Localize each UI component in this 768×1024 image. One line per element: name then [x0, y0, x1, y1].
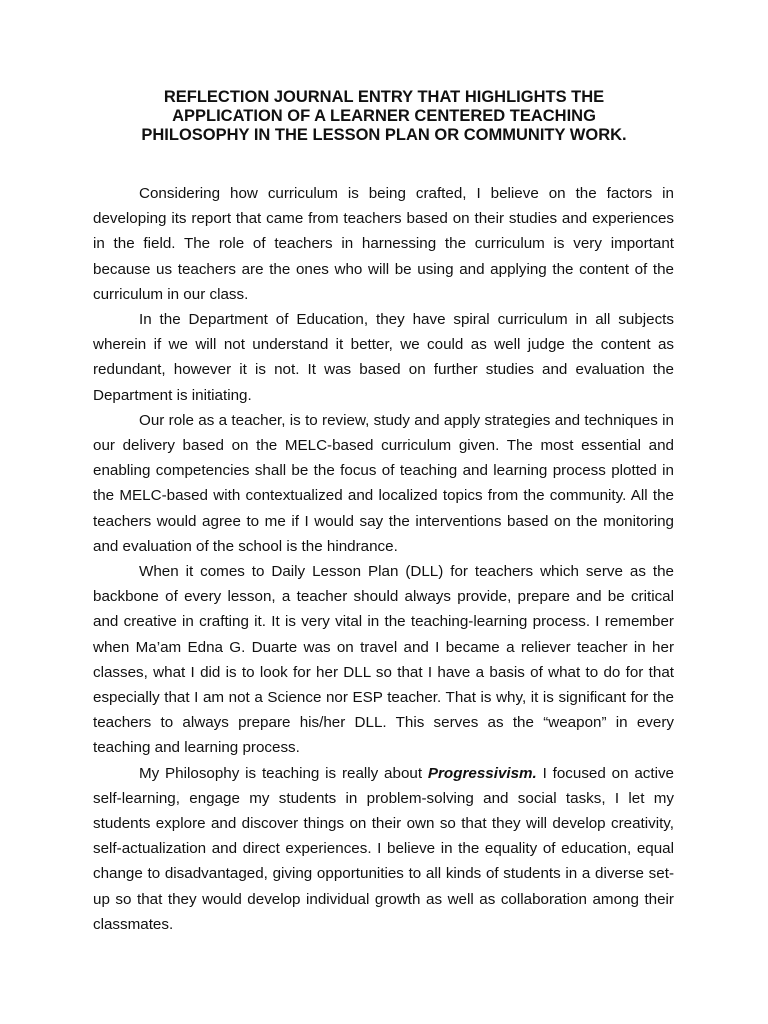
title-line: PHILOSOPHY IN THE LESSON PLAN OR COMMUNITY WORK.	[141, 126, 627, 144]
paragraph-deped: In the Department of Education, they have spiral curriculum in all subjects wherein if we will not understand it better, we could as well judge the content as redundant, however it is not. It was based on further studies and evaluation the Department is initiating.	[93, 311, 674, 404]
philosophy-emphasis: Progressivism.	[427, 764, 537, 782]
document-body	[93, 181, 674, 937]
title-line: APPLICATION OF A LEARNER CENTERED TEACHING	[172, 107, 596, 125]
title-line: REFLECTION JOURNAL ENTRY THAT HIGHLIGHTS THE	[163, 88, 605, 106]
philosophy-text-after: I focused on active self-learning, engage my students in problem-solving and social tasks, I let my students explore and discover things on their own so that they will develop creativity, self-actualization and direct experiences. I believe in the equality of education, equal change to disadvantaged, giving opportunities to all kinds of students in a diverse set-up so that they would develop individual growth as well as collaboration among their classmates.	[93, 764, 674, 933]
philosophy-text-before: My Philosophy is teaching is really about	[139, 764, 428, 782]
paragraph-philosophy	[93, 761, 674, 937]
paragraph-teacher-role: Our role as a teacher, is to review, study and apply strategies and techniques in our delivery based on the MELC-based curriculum given. The most essential and enabling competencies shall be the focus of teaching and learning process plotted in the MELC-based with contextualized and localized topics from the community. All the teachers would agree to me if I would say the interventions based on the monitoring and evaluation of the school is the hindrance.	[93, 411, 674, 555]
paragraph-dll: When it comes to Daily Lesson Plan (DLL) for teachers which serve as the backbone of every lesson, a teacher should always provide, prepare and be critical and creative in crafting it. It is very vital in the teaching-learning process. I remember when Ma’am Edna G. Duarte was on travel and I became a reliever teacher in her classes, what I did is to look for her DLL so that I have a basis of what to do for that especially that I am not a Science nor ESP teacher. That is why, it is significant for the teachers to always prepare his/her DLL. This serves as the “weapon” in every teaching and learning process.	[93, 563, 674, 757]
paragraph-curriculum: Considering how curriculum is being crafted, I believe on the factors in developing its report that came from teachers based on their studies and experiences in the field. The role of teachers in harnessing the curriculum is very important because us teachers are the ones who will be using and applying the content of the curriculum in our class.	[93, 185, 674, 303]
document-title	[100, 88, 668, 145]
